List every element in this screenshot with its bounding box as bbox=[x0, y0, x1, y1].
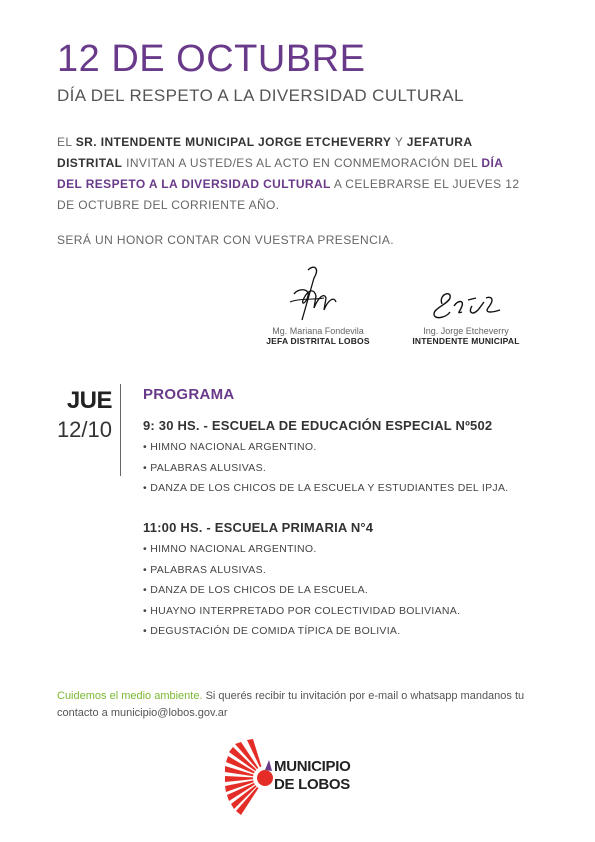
municipio-logo-icon bbox=[225, 738, 275, 818]
section-heading: 11:00 HS. - ESCUELA PRIMARIA N°4 bbox=[143, 520, 374, 535]
invitation-host: SR. INTENDENTE MUNICIPAL JORGE ETCHEVERRY bbox=[75, 135, 392, 149]
logo-wordmark bbox=[274, 758, 350, 794]
list-item: • PALABRAS ALUSIVAS. bbox=[143, 458, 508, 479]
invitation-text bbox=[57, 132, 527, 216]
invitation-text-part: EL bbox=[57, 135, 76, 149]
signature-fondevila-image bbox=[280, 262, 350, 332]
invitation-host: JEFATURA DISTRITAL bbox=[57, 135, 472, 170]
logo-line-1: MUNICIPIO bbox=[274, 758, 351, 775]
signature-block-etcheverry bbox=[398, 326, 534, 346]
list-item: • DANZA DE LOS CHICOS DE LA ESCUELA. bbox=[143, 580, 460, 601]
footer-text: Si querés recibir tu invitación por e-mail o whatsapp mandanos tu contacto a municipio@lobos.gov.ar bbox=[57, 690, 525, 719]
list-item: • DANZA DE LOS CHICOS DE LA ESCUELA Y ESTUDIANTES DEL IPJA. bbox=[143, 478, 508, 499]
footer-note bbox=[57, 688, 547, 722]
list-item: • PALABRAS ALUSIVAS. bbox=[143, 560, 460, 581]
section-items bbox=[143, 437, 508, 499]
signer-name: Ing. Jorge Etcheverry bbox=[423, 326, 509, 336]
section-items bbox=[143, 539, 460, 642]
logo-line-2: DE LOBOS bbox=[274, 776, 350, 793]
invitation-text-part: A CELEBRARSE EL JUEVES 12 DE OCTUBRE DEL CORRIENTE AÑO. bbox=[57, 177, 520, 212]
event-date: 12/10 bbox=[56, 417, 112, 442]
page-title: 12 DE OCTUBRE bbox=[57, 38, 366, 80]
invitation-text-part: INVITAN A USTED/ES AL ACTO EN CONMEMORACIÓN DEL bbox=[122, 156, 482, 170]
footer-green-text: Cuidemos el medio ambiente. bbox=[57, 690, 203, 702]
invitation-highlight: DÍA DEL RESPETO A LA DIVERSIDAD CULTURAL bbox=[57, 156, 503, 191]
list-item: • HUAYNO INTERPRETADO POR COLECTIVIDAD BOLIVIANA. bbox=[143, 601, 460, 622]
honor-text: SERÁ UN HONOR CONTAR CON VUESTRA PRESENCIA. bbox=[57, 233, 395, 247]
section-heading: 9: 30 HS. - ESCUELA DE EDUCACIÓN ESPECIAL Nº502 bbox=[143, 418, 493, 433]
program-title: PROGRAMA bbox=[143, 386, 235, 403]
signer-role: INTENDENTE MUNICIPAL bbox=[412, 336, 520, 346]
list-item: • HIMNO NACIONAL ARGENTINO. bbox=[143, 437, 508, 458]
signer-role: JEFA DISTRITAL LOBOS bbox=[266, 336, 370, 346]
signer-name: Mg. Mariana Fondevila bbox=[272, 326, 364, 336]
invitation-text-part: Y bbox=[391, 135, 407, 149]
signature-block-fondevila bbox=[250, 326, 386, 346]
list-item: • DEGUSTACIÓN DE COMIDA TÍPICA DE BOLIVIA. bbox=[143, 621, 460, 642]
event-day: JUE bbox=[66, 387, 112, 414]
divider-line bbox=[120, 384, 121, 476]
signature-etcheverry-image bbox=[428, 288, 508, 324]
list-item: • HIMNO NACIONAL ARGENTINO. bbox=[143, 539, 460, 560]
page-subtitle: DÍA DEL RESPETO A LA DIVERSIDAD CULTURAL bbox=[57, 86, 464, 105]
